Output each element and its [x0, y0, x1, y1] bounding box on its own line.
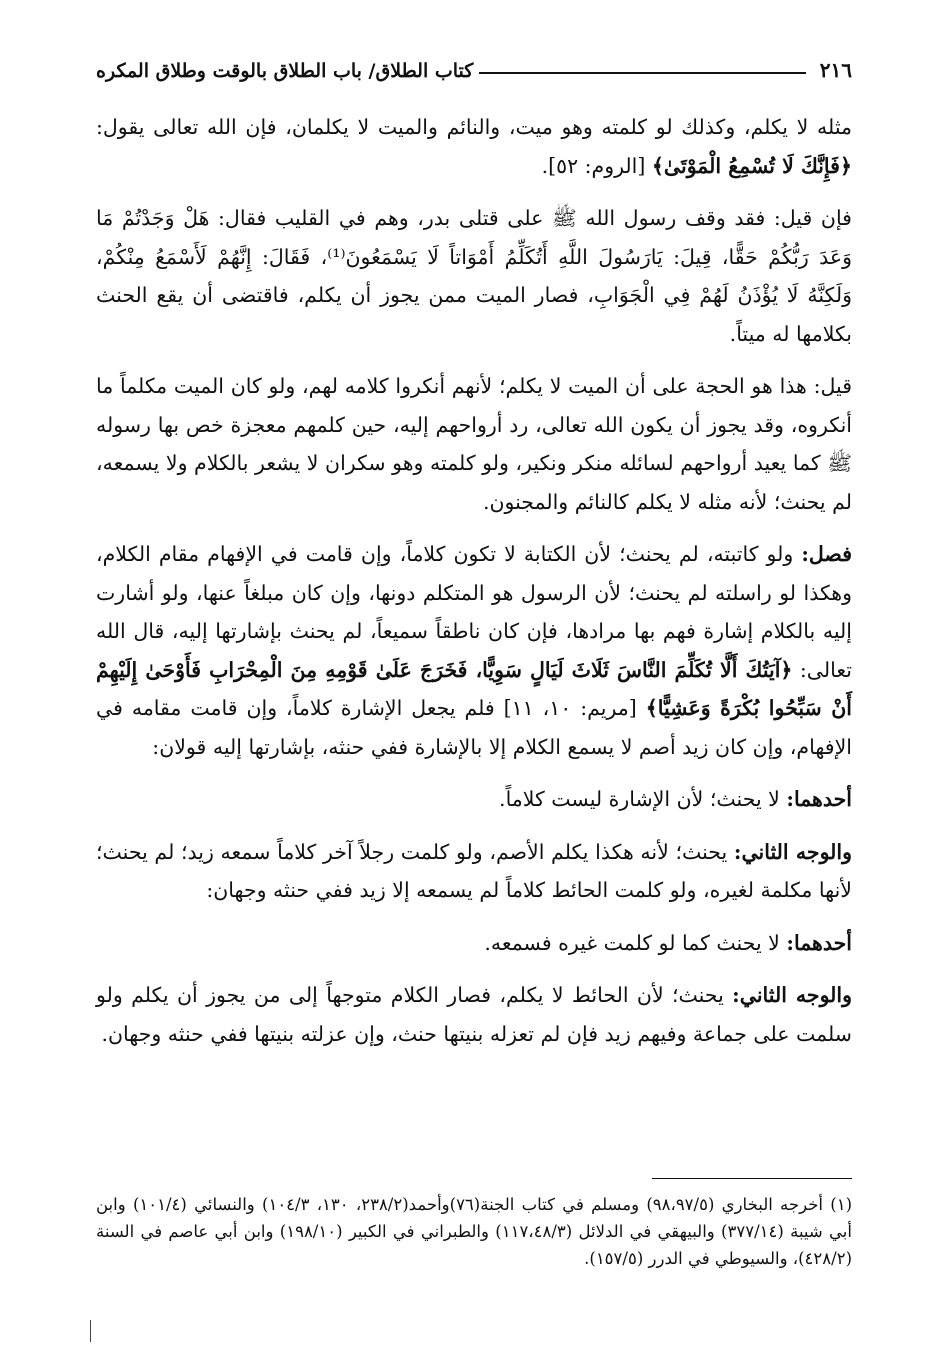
- footnote: (١) أخرجه البخاري (٩٨،٩٧/٥) ومسلم في كتاب الجنة(٧٦)وأحمد(٢٣٨/٢، ١٣٠، ١٠٤/٣) والنسائي (١٠١/٤) وابن أبي شيبة (٣٧٧/١٤) والبيهقي في الدلائل (١١٧،٤٨/٣) والطبراني في الكبير (١٩٨/١٠) وابن أبي عاصم في السنة (٤٢٨/٢)، والسيوطي في الدرر (١٥٧/٥).: [96, 1195, 852, 1268]
- paragraph: والوجه الثاني: يحنث؛ لأنه هكذا يكلم الأصم، ولو كلمت رجلاً آخر كلاماً سمعه زيد؛ لم يحنث؛ لأنها مكلمة لغيره، ولو كلمت الحائط كلاماً لم يسمعه إلا زيد ففي حنثه وجهان:: [96, 839, 852, 902]
- page-number: ٢١٦: [819, 58, 852, 82]
- paragraph: قيل: هذا هو الحجة على أن الميت لا يكلم؛ لأنهم أنكروا كلامه لهم، ولو كان الميت مكلماً ما أنكروه، وقد يجوز أن يكون الله تعالى، رد أرواحهم إليه، حين كلمهم معجزة خص بها رسوله ﷺ كما يعيد أرواحهم لسائله منكر ونكير، ولو كلمته وهو سكران لا يشعر بالكلام ولا يسمعه، لم يحنث؛ لأنه مثله لا يكلم كالنائم والمجنون.: [96, 374, 852, 514]
- quran-verse: ﴿آيَتُكَ أَلَّا تُكَلِّمَ النَّاسَ ثَلَاثَ لَيَالٍ سَوِيًّا، فَخَرَجَ عَلَىٰ قَوْمِهِ مِنَ الْمِحْرَابِ فَأَوْحَىٰ إِلَيْهِمْ أَنْ سَبِّحُوا بُكْرَةً وَعَشِيًّا﴾: [96, 657, 852, 720]
- chapter-title: كتاب الطلاق/ باب الطلاق بالوقت وطلاق المكره: [96, 60, 474, 82]
- paragraph: مثله لا يكلم، وكذلك لو كلمته وهو ميت، والنائم والميت لا يكلمان، فإن الله تعالى يقول: ﴿فَإِنَّكَ لَا تُسْمِعُ الْمَوْتَىٰ﴾ [الروم: ٥٢].: [96, 115, 852, 178]
- running-header: [96, 58, 852, 82]
- footnotes: [96, 1178, 852, 1272]
- margin-mark: [90, 1320, 91, 1342]
- paragraph: فإن قيل: فقد وقف رسول الله ﷺ على قتلى بدر، وهم في القليب فقال: هَلْ وَجَدْتُمْ مَا وَعَدَ رَبُّكُمْ حَقًّا، قِيلَ: يَارَسُولَ اللَّهِ أَتُكَلِّمُ أَمْوَاتاً لَا يَسْمَعُونَ⁽¹⁾، فَقَالَ: إِنَّهُمْ لَأَسْمَعُ مِنْكُمْ، وَلَكِنَّهُ لَا يُؤْذَنُ لَهُمْ فِي الْجَوَابِ، فصار الميت ممن يجوز أن يكلم، فاقتضى أن يقع الحنث بكلامها له ميتاً.: [96, 206, 852, 346]
- body-text: [96, 108, 852, 1053]
- footnote-rule: [652, 1178, 852, 1179]
- header-rule: [479, 72, 805, 74]
- paragraph: والوجه الثاني: يحنث؛ لأن الحائط لا يكلم، فصار الكلام متوجهاً إلى من يجوز أن يكلم ولو سلمت على جماعة وفيهم زيد فإن لم تعزله بنيتها حنث، وإن عزلته بنيتها ففي حنثه وجهان.: [96, 983, 852, 1046]
- quran-verse: ﴿فَإِنَّكَ لَا تُسْمِعُ الْمَوْتَىٰ﴾: [651, 153, 852, 178]
- section-heading: فصل:: [801, 542, 852, 566]
- paragraph: فصل: ولو كاتبته، لم يحنث؛ لأن الكتابة لا تكون كلاماً، وإن قامت في الإفهام مقام الكلام، وهكذا لو راسلته لم يحنث؛ لأن الرسول هو المتكلم دونها، وإن كان مبلغاً عنها، ولو أشارت إليه بالكلام إشارة فهم بها مرادها، فإن كان ناطقاً سميعاً، لم يحنث بإشارتها إليه، قال الله تعالى: ﴿آيَتُكَ أَلَّا تُكَلِّمَ النَّاسَ ثَلَاثَ لَيَالٍ سَوِيًّا، فَخَرَجَ عَلَىٰ قَوْمِهِ مِنَ الْمِحْرَابِ فَأَوْحَىٰ إِلَيْهِمْ أَنْ سَبِّحُوا بُكْرَةً وَعَشِيًّا﴾ [مريم: ١٠، ١١] فلم يجعل الإشارة كلاماً، وإن قامت مقامه في الإفهام، وإن كان زيد أصم لا يسمع الكلام إلا بالإشارة ففي حنثه، بإشارتها إليه قولان:: [96, 542, 852, 759]
- paragraph: أحدهما: لا يحنث؛ لأن الإشارة ليست كلاماً.: [499, 787, 852, 811]
- paragraph: أحدهما: لا يحنث كما لو كلمت غيره فسمعه.: [484, 930, 852, 955]
